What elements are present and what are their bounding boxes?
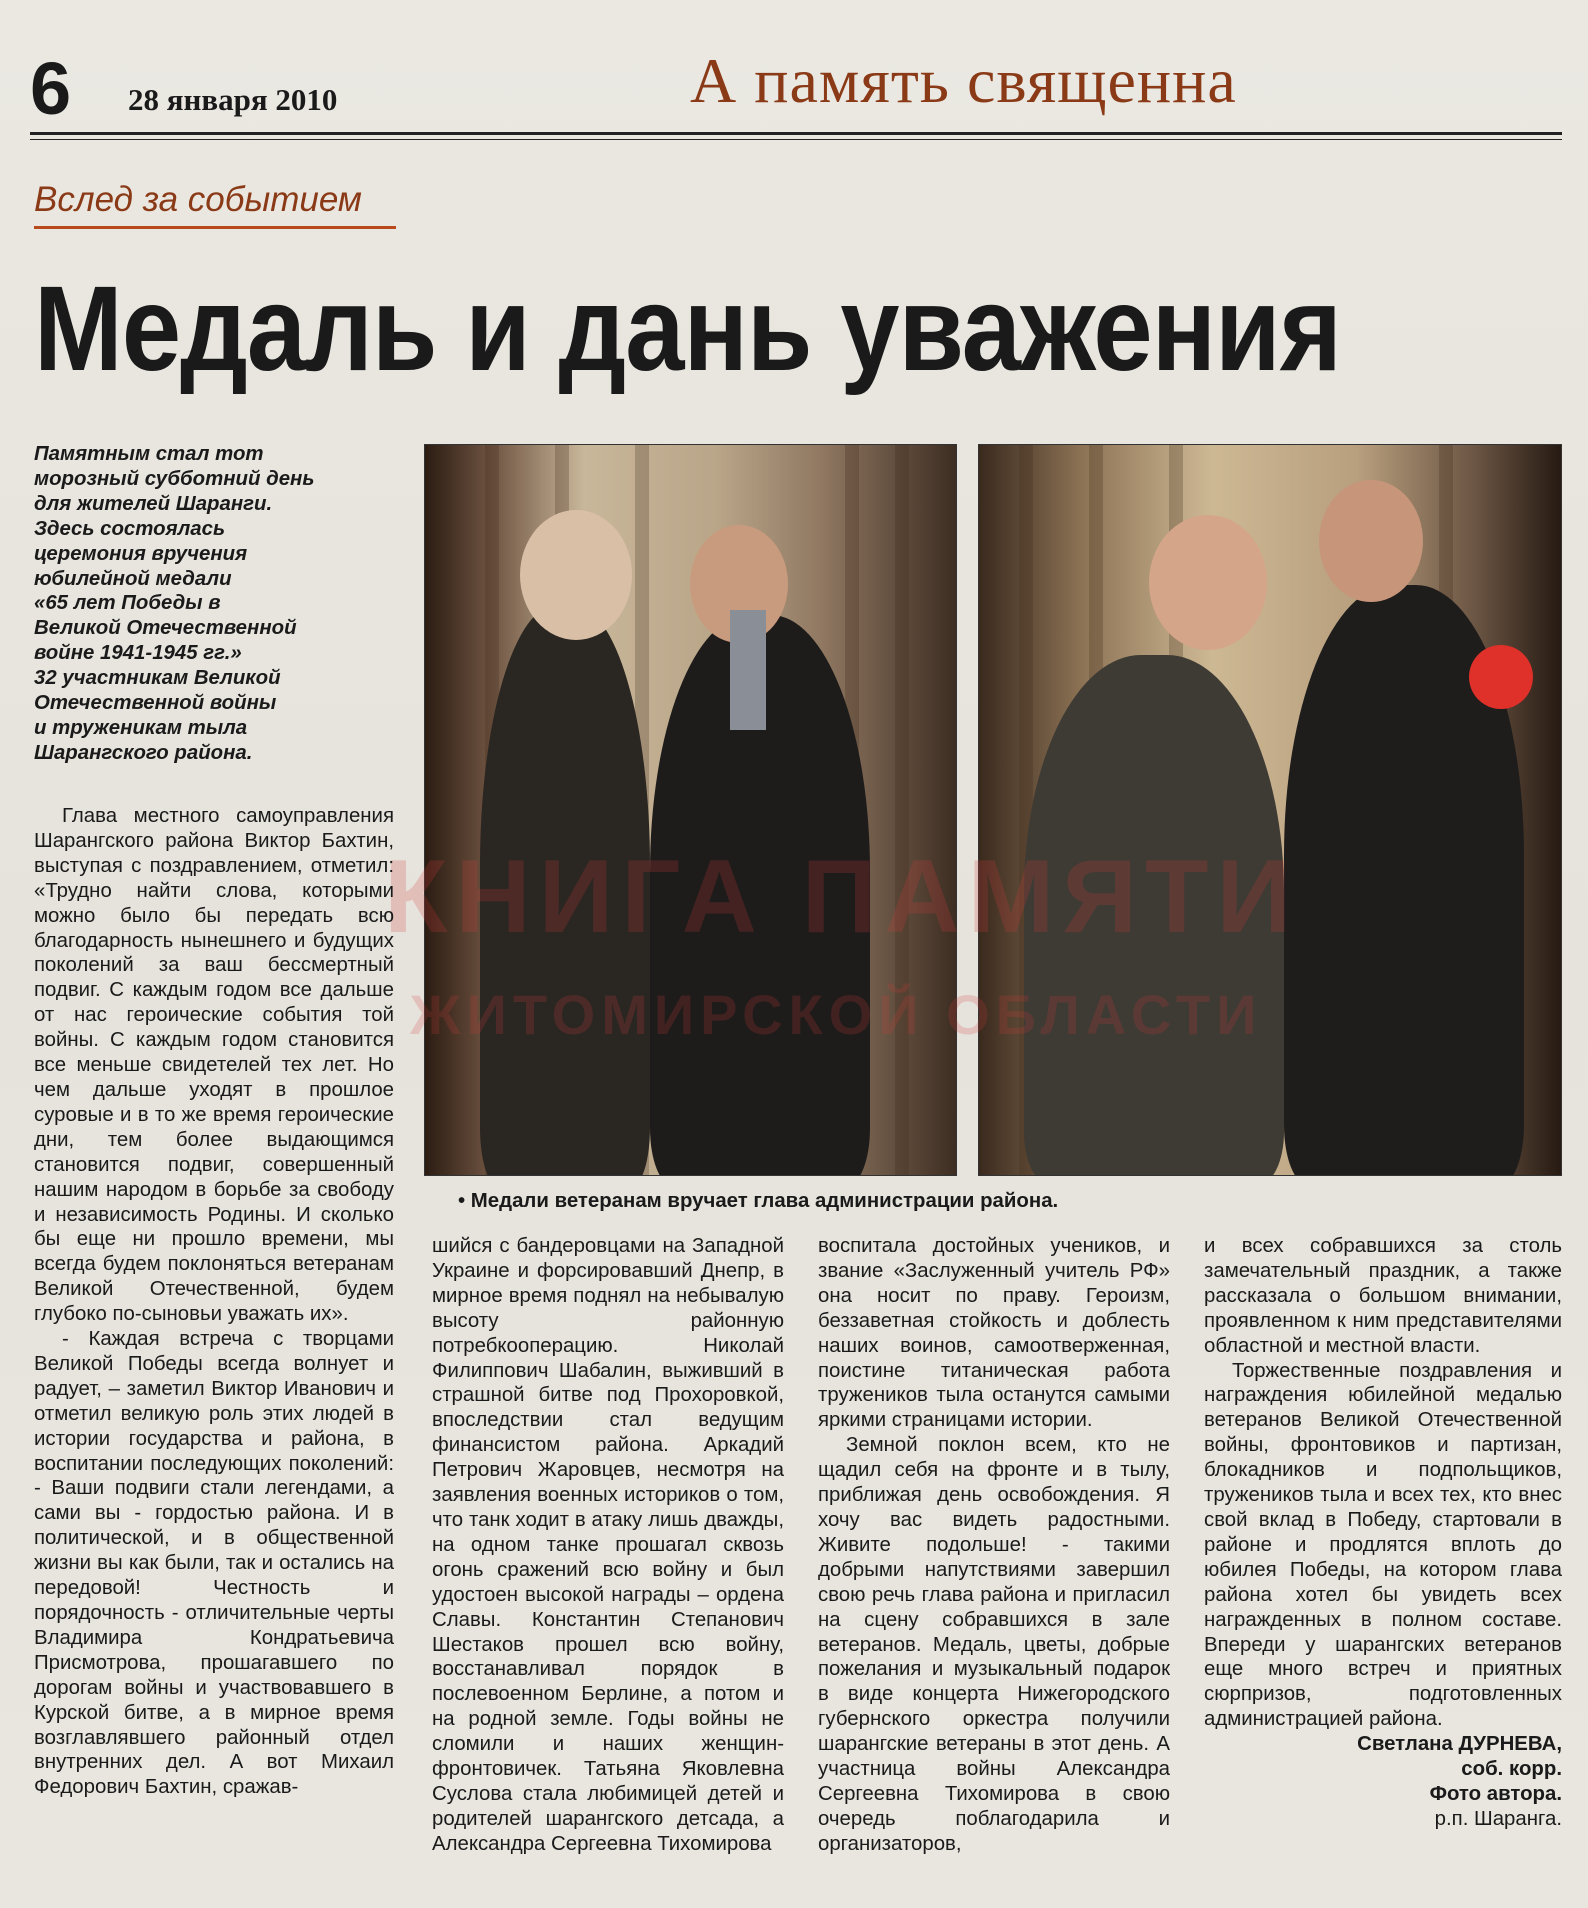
section-banner: А память священна	[690, 45, 1237, 116]
author-role: соб. корр.	[1461, 1758, 1562, 1781]
lead-line: юбилейной медали	[34, 567, 232, 590]
lead-line: Великой Отечественной	[34, 617, 297, 640]
photo-credit: Фото автора.	[1429, 1782, 1562, 1805]
paragraph: и всех собравшихся за столь замечательный праздник, а также рассказала о большом внимании, проявленном к ним представителями областной и местной власти.	[1204, 1235, 1562, 1357]
photo-medal-ceremony-left	[424, 444, 957, 1176]
lead-line: Шарангского района.	[34, 741, 253, 764]
paragraph: воспитала достойных учеников, и звание «Заслуженный учитель РФ» она носит по праву. Героизм, беззаветная стойкость и доблесть наших воинов, самоотверженная, поистине титаническая работа тружеников тыла останутся самыми яркими страницами истории.	[818, 1235, 1170, 1432]
author-name: Светлана ДУРНЕВА,	[1357, 1733, 1562, 1756]
header-rule-thin	[30, 139, 1562, 140]
article-column-4	[1204, 1234, 1562, 1832]
lead-line: морозный субботний день	[34, 467, 315, 490]
photo-medal-ceremony-right	[978, 444, 1562, 1176]
paragraph: Глава местного самоуправления Шарангского района Виктор Бахтин, выступая с поздравлением, отметил: «Трудно найти слова, которыми можно было бы передать всю благодарность нынешнего и будущих поколений за ваш бессмертный подвиг. С каждым годом все дальше от нас героические события той войны. С каждым годом становится все меньше свидетелей тех лет. Но чем дальше уходят в прошлое суровые и в то же время героические дни, тем более выдающимся становится подвиг, совершенный нашим народом в борьбе за свободу и независимость Родины. И сколько бы еще ни прошло времени, мы всегда будем поклоняться ветеранам Великой Отечественной, будем глубоко по-сыновьи уважать их».	[34, 805, 394, 1326]
rubric-underline	[34, 226, 396, 229]
lead-line: и труженикам тыла	[34, 716, 248, 739]
watermark: ЖИТОМИРСКОЙ ОБЛАСТИ	[410, 983, 1263, 1046]
headline: Медаль и дань уважения	[34, 260, 1341, 396]
watermark: КНИГА ПАМЯТИ	[384, 839, 1300, 955]
page-number: 6	[30, 47, 72, 130]
paragraph: - Каждая встреча с творцами Великой Победы всегда волнует и радует, – заметил Виктор Иванович и отметил великую роль этих людей в истории государства и района, в воспитании последующих поколений: - Ваши подвиги стали легендами, а сами вы - гордостью района. И в политической, и в общественной жизни вы как были, так и остались на передовой! Честность и порядочность - отличительные черты Владимира Кондратьевича Присмотрова, прошагавшего по дорогам войны и участвовавшего в Курской битве, а в мирное время возглавлявшего районный отдел внутренних дел. А вот Михаил Федорович Бахтин, сражав-	[34, 1328, 394, 1799]
paragraph: шийся с бандеровцами на Западной Украине и форсировавший Днепр, в мирное время поднял на небывалую высоту районную потребкооперацию. Николай Филиппович Шабалин, выживший в страшной битве под Прохоровкой, впоследствии стал ведущим финансистом района. Аркадий Петрович Жаровцев, несмотря на заявления военных историков о том, что танк ходит в атаку лишь дважды, на одном танке прошагал сквозь огонь сражений всю войну и был удостоен высокой награды – ордена Славы. Константин Степанович Шестаков прошел всю войну, восстанавливал порядок в послевоенном Берлине, а потом и на родной земле. Годы войны не сломили и наших женщин-фронтовичек. Татьяна Яковлевна Суслова стала любимицей детей и родителей шарангского детсада, а Александра Сергеевна Тихомирова	[432, 1235, 784, 1855]
photo-caption: • Медали ветеранам вручает глава администрации района.	[458, 1190, 1059, 1212]
issue-date: 28 января 2010	[128, 82, 338, 117]
header-rule	[30, 132, 1562, 135]
lead-line: 32 участникам Великой	[34, 667, 281, 690]
lead-line: церемония вручения	[34, 542, 248, 565]
lead-line: для жителей Шаранги.	[34, 492, 273, 515]
article-column-1	[34, 804, 394, 1800]
article-column-3	[818, 1234, 1170, 1857]
lead-line: Отечественной войны	[34, 692, 277, 715]
rubric: Вслед за событием	[34, 180, 362, 219]
lead-line: войне 1941-1945 гг.»	[34, 642, 242, 665]
lead-line: Здесь состоялась	[34, 517, 226, 540]
paragraph: Земной поклон всем, кто не щадил себя на фронте и в тылу, приближая день освобождения. Я хочу вас видеть радостными. Живите подольше! - такими добрыми напутствиями завершил свою речь глава района и пригласил на сцену собравшихся в зале ветеранов. Медаль, цветы, добрые пожелания и музыкальный подарок в виде концерта Нижегородского губернского оркестра получили шарангские ветераны в этот день. А участница войны Александра Сергеевна Тихомирова в свою очередь поблагодарила и организаторов,	[818, 1434, 1170, 1855]
article-column-2	[432, 1234, 784, 1857]
lead-paragraph	[34, 442, 414, 766]
lead-line: «65 лет Победы в	[34, 592, 221, 615]
dateline-place: р.п. Шаранга.	[1434, 1807, 1562, 1830]
lead-line: Памятным стал тот	[34, 443, 264, 465]
paragraph: Торжественные поздравления и награждения юбилейной медалью ветеранов Великой Отечественной войны, фронтовиков и партизан, блокадников и подпольщиков, тружеников тыла и всех тех, кто внес свой вклад в Победу, стартовали в районе и продлятся вплоть до юбилея Победы, на котором глава района хотел бы увидеть всех награжденных в полном составе. Впереди у шарангских ветеранов еще много встреч и приятных сюрпризов, подготовленных администрацией района.	[1204, 1359, 1562, 1731]
